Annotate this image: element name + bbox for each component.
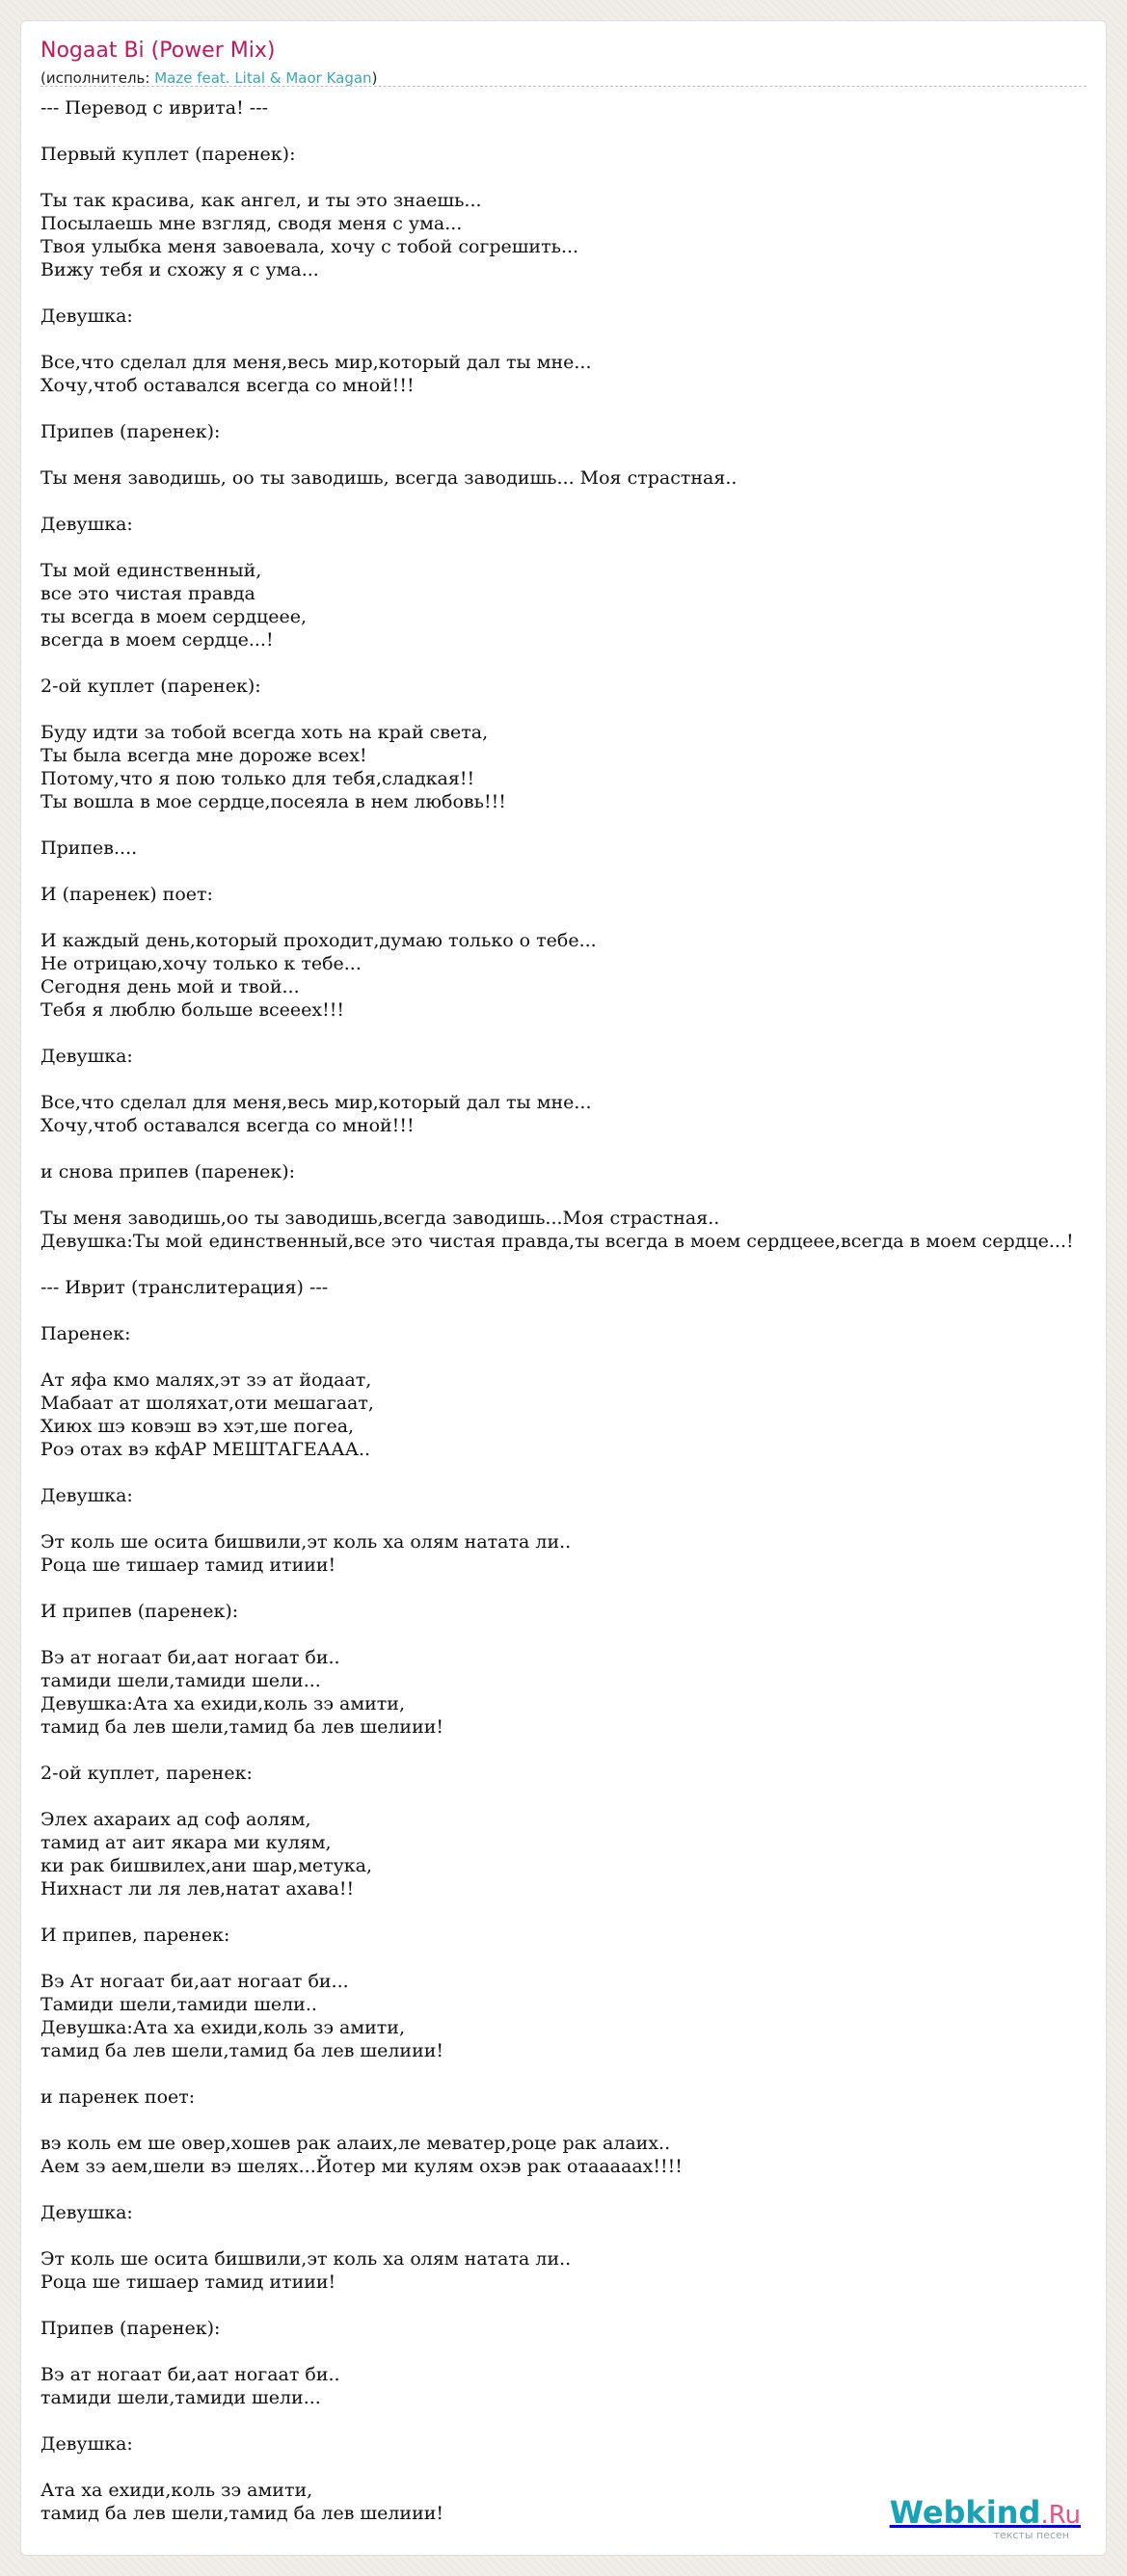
lyrics-line: Эт коль ше осита бишвили,эт коль ха олям натата ли.. bbox=[40, 2248, 572, 2270]
lyrics-line: Аем зэ аем,шели вэ шелях...Йотер ми кулям охэв рак отааааах!!!! bbox=[40, 2156, 683, 2177]
lyrics-line: И (паренек) поет: bbox=[40, 884, 213, 905]
artist-suffix: ) bbox=[371, 69, 378, 87]
lyrics-line: Посылаешь мне взгляд, сводя меня с ума... bbox=[40, 213, 463, 234]
lyrics-line: тамид ат аит якара ми кулям, bbox=[40, 1832, 332, 1853]
lyrics-line: Ты вошла в мое сердце,посеяла в нем любовь!!! bbox=[40, 791, 506, 812]
lyrics-line: Ата ха ехиди,коль зэ амити, bbox=[40, 2480, 313, 2501]
lyrics-line: Ат яфа кмо малях,эт зэ ат йодаат, bbox=[40, 1369, 372, 1391]
lyrics-line: Роца ше тишаер тамид итиии! bbox=[40, 1554, 336, 1576]
lyrics-line: И припев (паренек): bbox=[40, 1601, 239, 1622]
lyrics-line: и паренек поет: bbox=[40, 2086, 196, 2108]
artist-prefix: (исполнитель: bbox=[40, 69, 155, 87]
logo-wordmark bbox=[890, 2496, 1081, 2532]
lyrics-line: Ты была всегда мне дороже всех! bbox=[40, 745, 367, 766]
lyrics-line: Все,что сделал для меня,весь мир,который дал ты мне... bbox=[40, 352, 592, 373]
lyrics-line: Припев (паренек): bbox=[40, 2318, 221, 2339]
lyrics-line: Сегодня день мой и твой... bbox=[40, 976, 300, 997]
lyrics-line: Роэ отах вэ кфАР МЕШТАГЕААА.. bbox=[40, 1439, 371, 1460]
lyrics-line: Тебя я люблю больше всееех!!! bbox=[40, 999, 345, 1021]
lyrics-line: Потому,что я пою только для тебя,сладкая!! bbox=[40, 768, 475, 789]
lyrics-line: Девушка:Ты мой единственный,все это чистая правда,ты всегда в моем сердцеее,всегда в моем сердце...! bbox=[40, 1231, 1074, 1252]
artist-line bbox=[40, 69, 377, 87]
lyrics-line: И каждый день,который проходит,думаю только о тебе... bbox=[40, 930, 597, 951]
lyrics-line: 2-ой куплет, паренек: bbox=[40, 1763, 253, 1784]
lyrics-line: Ты меня заводишь,оо ты заводишь,всегда заводишь...Моя страстная.. bbox=[40, 1208, 720, 1229]
lyrics-line: Девушка: bbox=[40, 2433, 133, 2455]
lyrics-line: Ты меня заводишь, оо ты заводишь, всегда заводишь... Моя страстная.. bbox=[40, 467, 738, 489]
lyrics-line: вэ коль ем ше овер,хошев рак алаих,ле меватер,роце рак алаих.. bbox=[40, 2133, 671, 2154]
lyrics-line: все это чистая правда bbox=[40, 583, 255, 604]
lyrics-line: Вэ Ат ногаат би,аат ногаат би... bbox=[40, 1971, 349, 1992]
lyrics-line: --- Иврит (транслитерация) --- bbox=[40, 1277, 329, 1298]
lyrics-line: Ты так красива, как ангел, и ты это знаешь... bbox=[40, 190, 482, 211]
lyrics-line: Девушка: bbox=[40, 1485, 133, 1506]
lyrics-line: тамиди шели,тамиди шели... bbox=[40, 2387, 321, 2408]
lyrics-line: Девушка: bbox=[40, 1046, 133, 1067]
logo-suffix-text: .Ru bbox=[1040, 2501, 1081, 2530]
lyrics-line: Припев.... bbox=[40, 837, 138, 859]
lyrics-line: Все,что сделал для меня,весь мир,который дал ты мне... bbox=[40, 1092, 592, 1113]
lyrics-line: Нихнаст ли ля лев,натат ахава!! bbox=[40, 1878, 355, 1899]
lyrics-line: Эт коль ше осита бишвили,эт коль ха олям натата ли.. bbox=[40, 1531, 572, 1553]
lyrics-line: Мабаат ат шоляхат,оти мешагаат, bbox=[40, 1393, 374, 1414]
lyrics-line: Не отрицаю,хочу только к тебе... bbox=[40, 953, 362, 974]
lyrics-line: и снова припев (паренек): bbox=[40, 1161, 296, 1182]
lyrics-line: Вижу тебя и схожу я с ума... bbox=[40, 259, 319, 280]
logo-tagline: тексты песен bbox=[993, 2529, 1069, 2541]
artist-link[interactable]: Maze feat. Lital & Maor Kagan bbox=[154, 69, 372, 87]
webkind-logo[interactable] bbox=[889, 2494, 1081, 2541]
lyrics-line: всегда в моем сердце...! bbox=[40, 629, 274, 651]
lyrics-line: Первый куплет (паренек): bbox=[40, 144, 296, 165]
lyrics-line: И припев, паренек: bbox=[40, 1925, 230, 1946]
lyrics-line: Тамиди шели,тамиди шели.. bbox=[40, 1994, 317, 2015]
lyrics-line: Ты мой единственный, bbox=[40, 560, 262, 581]
lyrics-line: Девушка: bbox=[40, 305, 133, 327]
lyrics-text bbox=[40, 96, 1074, 2525]
title-divider bbox=[40, 86, 1087, 87]
lyrics-line: Хочу,чтоб оставался всегда со мной!!! bbox=[40, 375, 415, 396]
lyrics-line: тамид ба лев шели,тамид ба лев шелиии! bbox=[40, 2040, 444, 2061]
lyrics-line: Девушка:Ата ха ехиди,коль зэ амити, bbox=[40, 1693, 406, 1714]
lyrics-line: тамиди шели,тамиди шели... bbox=[40, 1670, 321, 1691]
lyrics-line: ты всегда в моем сердцеее, bbox=[40, 606, 308, 627]
lyrics-line: Девушка: bbox=[40, 514, 133, 535]
logo-main-text: Webkind bbox=[889, 2494, 1041, 2531]
lyrics-line: Вэ ат ногаат би,аат ногаат би.. bbox=[40, 1647, 340, 1668]
lyrics-line: Паренек: bbox=[40, 1323, 131, 1344]
lyrics-line: Роца ше тишаер тамид итиии! bbox=[40, 2271, 336, 2293]
lyrics-line: тамид ба лев шели,тамид ба лев шелиии! bbox=[40, 1716, 444, 1738]
lyrics-line: Вэ ат ногаат би,аат ногаат би.. bbox=[40, 2364, 340, 2385]
lyrics-line: Девушка: bbox=[40, 2202, 133, 2223]
lyrics-card bbox=[20, 20, 1107, 2556]
lyrics-line: Элех ахараих ад соф аолям, bbox=[40, 1809, 311, 1830]
lyrics-line: Хиюх шэ ковэш вэ хэт,ше погеа, bbox=[40, 1416, 355, 1437]
lyrics-line: тамид ба лев шели,тамид ба лев шелиии! bbox=[40, 2503, 444, 2524]
lyrics-line: Твоя улыбка меня завоевала, хочу с тобой согрешить... bbox=[40, 236, 579, 257]
lyrics-line: 2-ой куплет (паренек): bbox=[40, 676, 261, 697]
lyrics-line: Хочу,чтоб оставался всегда со мной!!! bbox=[40, 1115, 415, 1136]
lyrics-line: ки рак бишвилех,ани шар,метука, bbox=[40, 1855, 373, 1876]
lyrics-line: Девушка:Ата ха ехиди,коль зэ амити, bbox=[40, 2017, 406, 2038]
lyrics-line: Припев (паренек): bbox=[40, 421, 221, 442]
song-title: Nogaat Bi (Power Mix) bbox=[40, 39, 276, 63]
lyrics-line: Буду идти за тобой всегда хоть на край света, bbox=[40, 722, 489, 743]
lyrics-line: --- Перевод с иврита! --- bbox=[40, 97, 269, 119]
